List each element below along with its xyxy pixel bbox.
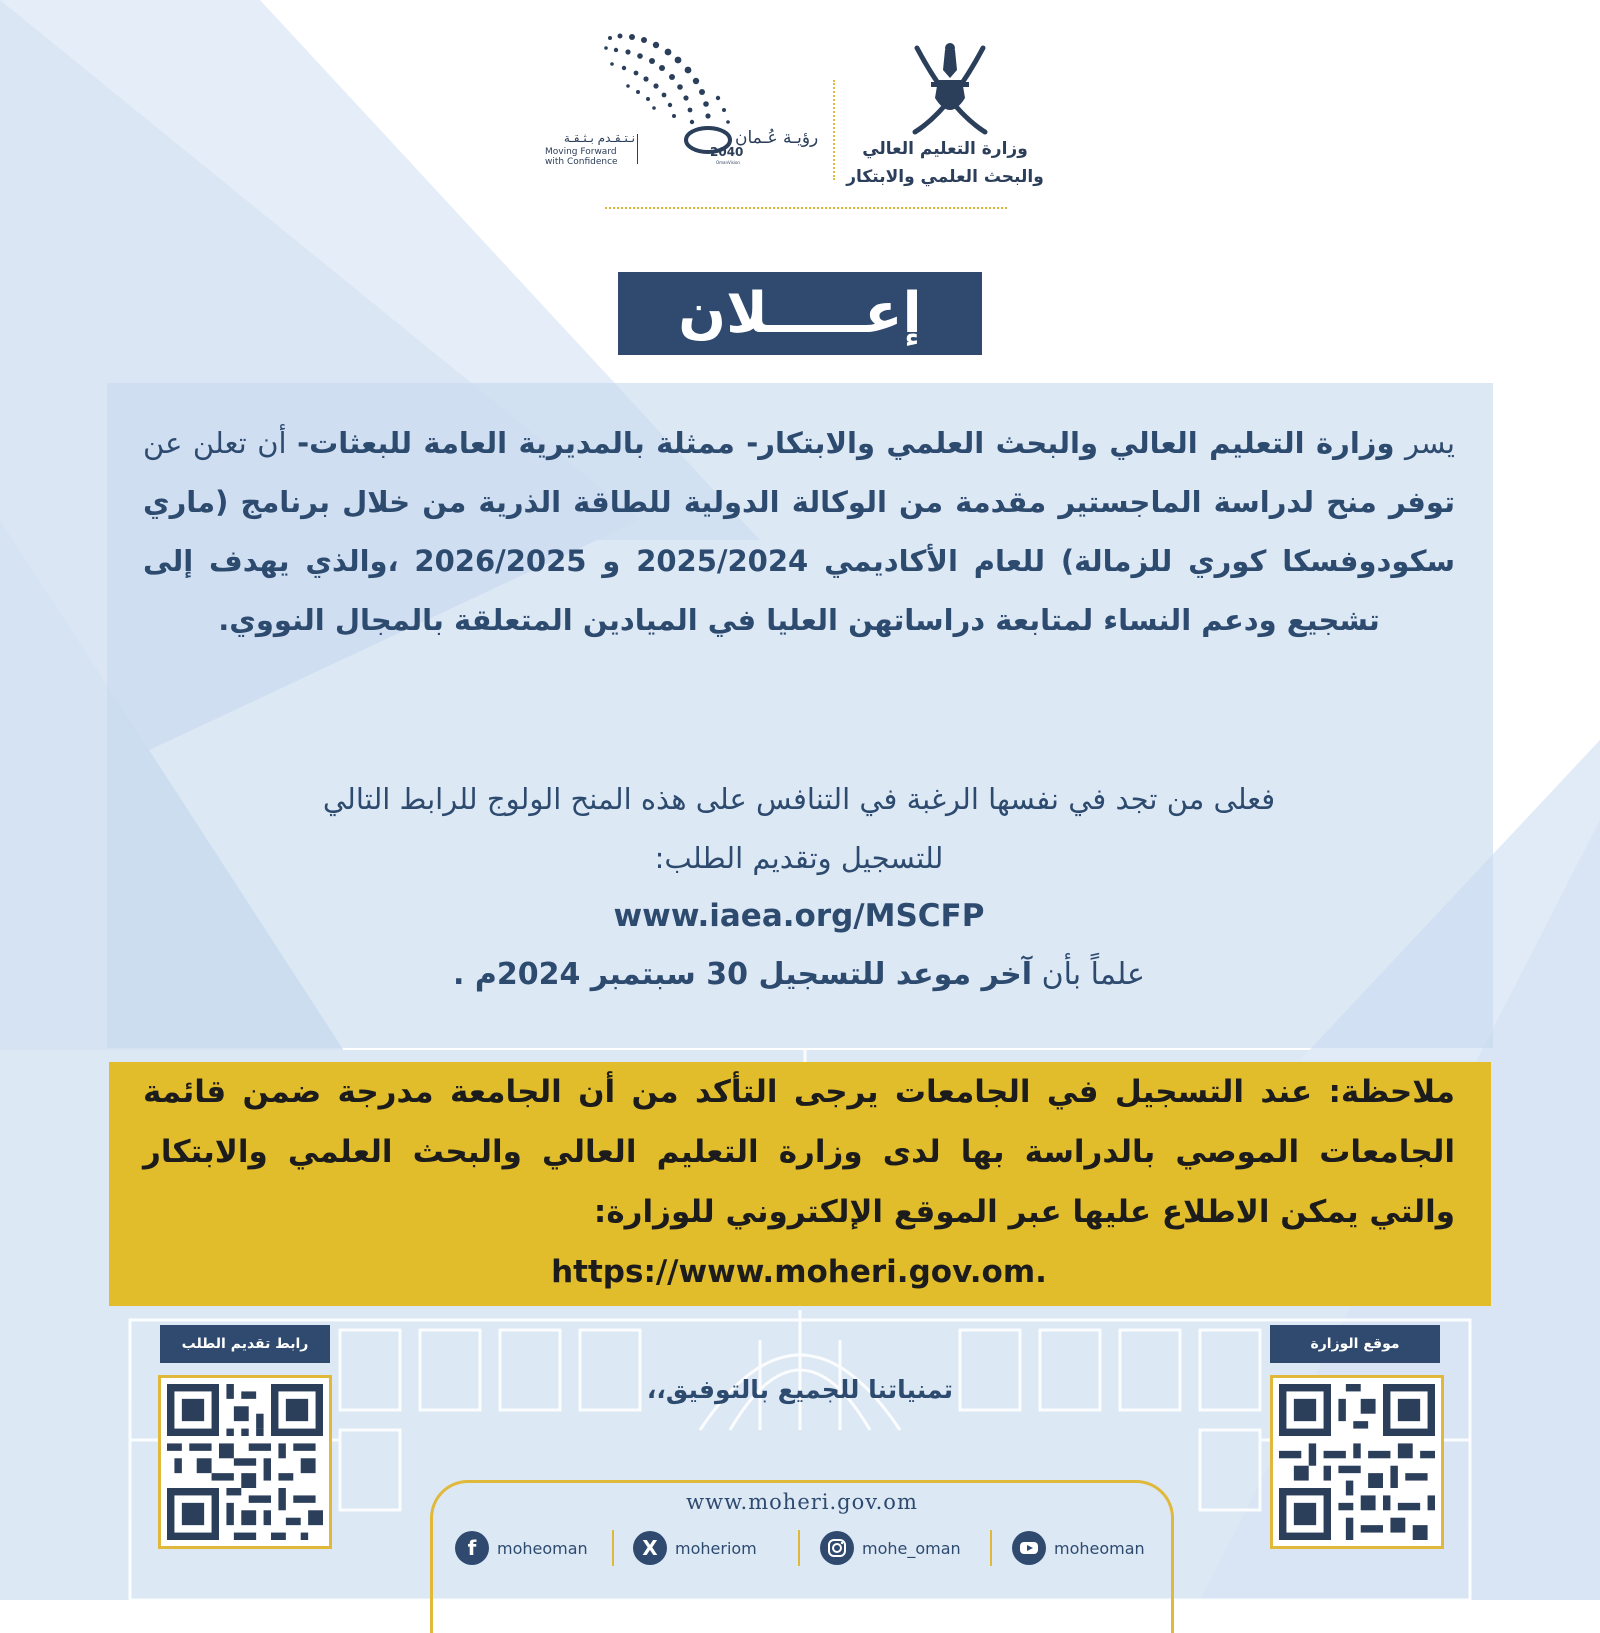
youtube-icon — [1012, 1531, 1046, 1565]
social-facebook[interactable] — [455, 1530, 588, 1566]
social-divider — [798, 1530, 800, 1566]
header-divider-horizontal — [605, 207, 1007, 209]
note-body: ملاحظة: عند التسجيل في الجامعات يرجى التأكد من أن الجامعة مدرجة ضمن قائمة الجامعات الموصي بالدراسة بها لدى وزارة التعليم العالي والبحث العلمي والابتكار والتي يمكن الاطلاع عليها عبر الموقع الإلكتروني للوزارة: — [143, 1074, 1455, 1230]
social-youtube[interactable] — [1012, 1530, 1145, 1566]
announcement-title: إعـــــلان — [618, 272, 982, 355]
tagline-english-line1: Moving Forward — [545, 147, 617, 157]
social-x[interactable] — [633, 1530, 757, 1566]
tagline-english — [545, 147, 635, 167]
p1-part-d: توفر منح لدراسة الماجستير مقدمة من الوكالة الدولية للطاقة الذرية من خلال برنامج (ماري سكودوفسكا كوري للزمالة) للعام الأكاديمي 2025/2024 و 2026/2025 ،والذي يهدف إلى تشجيع ودعم النساء لمتابعة دراساتهن العليا في الميادين المتعلقة بالمجال النووي. — [143, 485, 1455, 637]
x-icon: X — [633, 1531, 667, 1565]
announcement-paragraph-1 — [143, 414, 1455, 650]
vision-sub: OmanVision — [716, 160, 740, 165]
facebook-handle: moheoman — [497, 1538, 588, 1558]
instagram-glyph — [827, 1538, 847, 1558]
x-handle: moheriom — [675, 1538, 757, 1558]
ministry-name-line1: وزارة التعليم العالي — [862, 139, 1028, 159]
deadline-text — [143, 945, 1455, 1004]
youtube-glyph — [1019, 1538, 1039, 1558]
p1-part-c: أن تعلن عن — [143, 426, 298, 460]
p1-part-a: يسر — [1394, 426, 1455, 460]
p1-part-b: وزارة التعليم العالي والبحث العلمي والابتكار- ممثلة بالمديرية العامة للبعثات- — [297, 426, 1395, 460]
tagline-english-line2: with Confidence — [545, 157, 618, 167]
instagram-handle: mohe_oman — [862, 1538, 961, 1558]
qr-right-label: موقع الوزارة — [1270, 1325, 1440, 1363]
header-divider-vertical — [833, 80, 835, 180]
ministry-name-line2: والبحث العلمي والابتكار — [846, 167, 1044, 187]
vision-word: رؤيـة عُـمان — [735, 128, 819, 148]
qr-code-ministry[interactable] — [1270, 1375, 1444, 1549]
vision-year: 2040 — [710, 145, 744, 159]
p2-line1: فعلى من تجد في نفسها الرغبة في التنافس على هذه المنح الولوج للرابط التالي — [322, 782, 1276, 816]
social-divider — [612, 1530, 614, 1566]
instagram-icon — [820, 1531, 854, 1565]
social-divider — [990, 1530, 992, 1566]
facebook-icon: f — [455, 1531, 489, 1565]
footer-website-link[interactable]: www.moheri.gov.om — [686, 1490, 918, 1514]
qr-code-application-icon — [167, 1384, 323, 1540]
tagline-divider — [637, 134, 638, 164]
closing-wish: تمنياتنا للجميع بالتوفيق،، — [646, 1375, 954, 1404]
social-instagram[interactable] — [820, 1530, 961, 1566]
application-url-link[interactable]: www.iaea.org/MSCFP — [613, 898, 985, 934]
qr-left-label: رابط تقديم الطلب — [160, 1325, 330, 1363]
qr-code-application[interactable] — [158, 1375, 332, 1549]
announcement-paragraph-2 — [143, 770, 1455, 888]
deadline-part-b: آخر موعد للتسجيل 30 سبتمبر 2024م . — [453, 957, 1033, 992]
p2-line2: للتسجيل وتقديم الطلب: — [654, 841, 944, 875]
tagline-arabic: نـتـقـدم بـثـقـة — [563, 131, 635, 145]
deadline-part-a: علماً بأن — [1032, 957, 1145, 992]
ministry-url-link[interactable]: https://www.moheri.gov.om. — [551, 1254, 1047, 1290]
qr-code-ministry-icon — [1279, 1384, 1435, 1540]
note-text — [143, 1062, 1455, 1302]
ministry-name — [830, 135, 1060, 191]
oman-emblem-icon — [905, 40, 995, 140]
youtube-handle: moheoman — [1054, 1538, 1145, 1558]
